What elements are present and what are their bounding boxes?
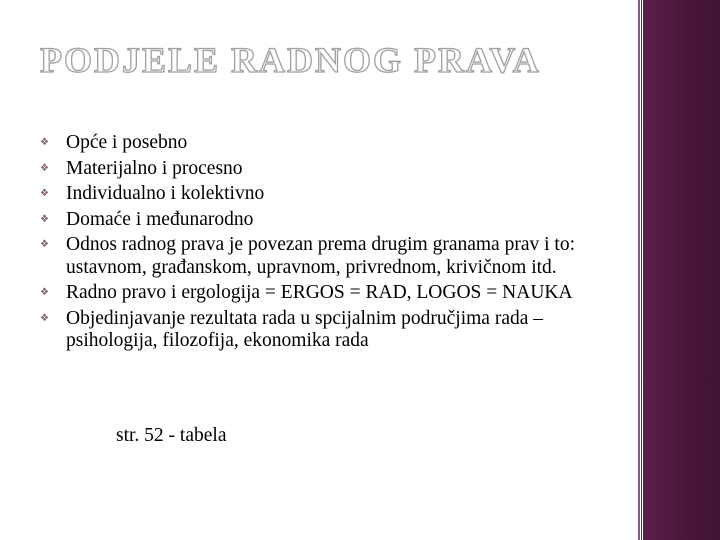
side-decorative-band (643, 0, 720, 540)
bullet-marker-icon: ❖ (40, 312, 49, 324)
side-accent-line (638, 0, 640, 540)
bullet-item (40, 183, 620, 206)
bullet-text: Domaće i međunarodno (66, 208, 254, 230)
bullet-text: Odnos radnog prava je povezan prema drugim granama prav i to: ustavnom, građanskom, upravnom, privrednom, krivičnom itd. (66, 234, 575, 278)
bullet-item (40, 209, 620, 232)
bullet-item (40, 308, 620, 353)
bullet-item (40, 234, 620, 279)
bullet-item (40, 158, 620, 181)
slide-title: PODJELE RADNOG PRAVA (40, 40, 541, 80)
bullet-marker-icon: ❖ (40, 162, 49, 174)
side-accent-line-inner (641, 0, 642, 540)
page-reference-text: str. 52 - tabela (116, 425, 227, 446)
bullet-text: Opće i posebno (66, 132, 188, 153)
bullet-list (40, 132, 620, 356)
bullet-marker-icon: ❖ (40, 287, 49, 298)
bullet-marker-icon: ❖ (40, 239, 49, 250)
bullet-text: Radno pravo i ergologija = ERGOS = RAD, LOGOS = NAUKA (66, 282, 573, 303)
bullet-marker-icon: ❖ (40, 137, 49, 148)
bullet-item (40, 282, 620, 305)
bullet-text: Individualno i kolektivno (66, 183, 265, 204)
bullet-item (40, 132, 620, 155)
bullet-text: Objedinjavanje rezultata rada u spcijalnim područjima rada – psihologija, filozofija, ekonomika rada (66, 307, 544, 351)
bullet-marker-icon: ❖ (40, 188, 49, 199)
bullet-text: Materijalno i procesno (66, 157, 243, 179)
bullet-marker-icon: ❖ (40, 213, 49, 225)
